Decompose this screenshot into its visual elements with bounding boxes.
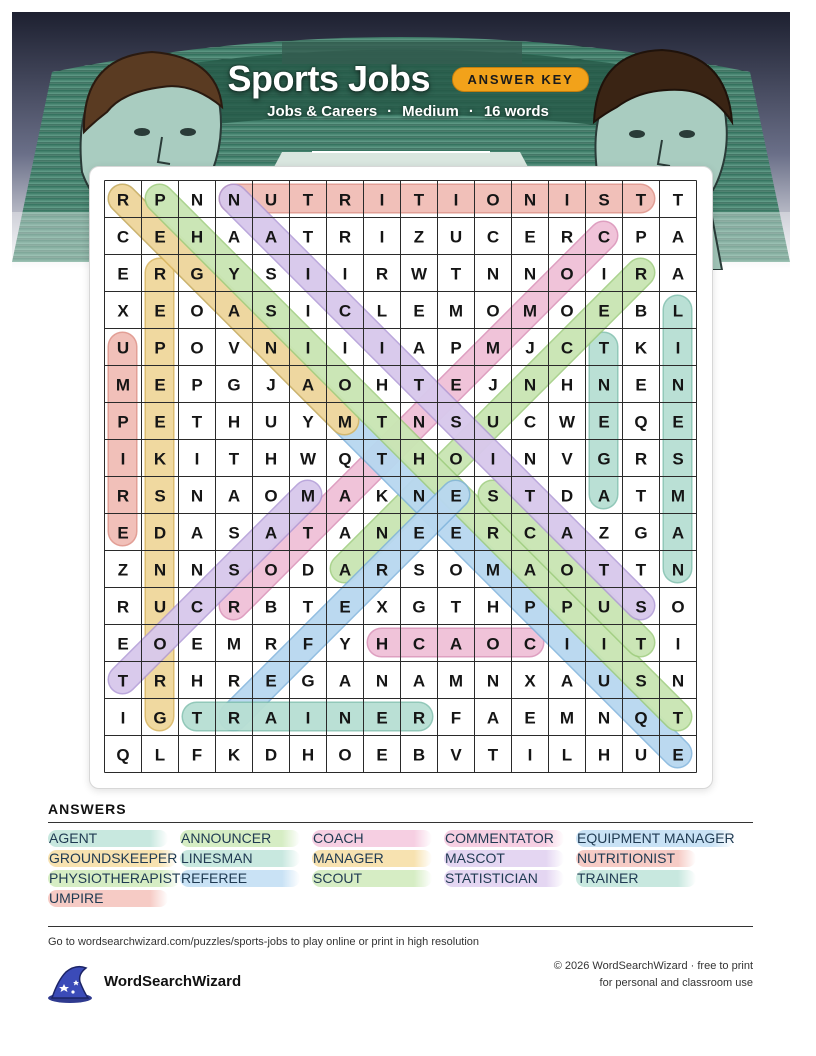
grid-cell-letter[interactable]: E	[450, 486, 462, 506]
grid-cell-letter[interactable]: G	[301, 671, 315, 691]
grid-cell-letter[interactable]: T	[635, 634, 647, 654]
footer-link[interactable]: Go to wordsearchwizard.com/puzzles/sports-jobs to play online or print in high resolution	[48, 936, 480, 948]
grid-cell-letter[interactable]: R	[227, 597, 241, 617]
grid-cell-letter[interactable]: N	[153, 560, 167, 580]
grid-cell-letter[interactable]: P	[154, 338, 166, 358]
grid-cell-letter[interactable]: J	[488, 375, 498, 395]
grid-cell-letter[interactable]: E	[154, 412, 166, 432]
grid-cell-letter[interactable]: A	[671, 264, 685, 284]
grid-cell-letter[interactable]: C	[597, 227, 611, 247]
grid-cell-letter[interactable]: E	[413, 523, 425, 543]
grid-cell-letter[interactable]: G	[227, 375, 241, 395]
grid-cell-letter[interactable]: T	[635, 486, 647, 506]
grid-cell-letter[interactable]: U	[264, 412, 278, 432]
grid-cell-letter[interactable]: D	[153, 523, 167, 543]
grid-cell-letter[interactable]: L	[376, 301, 388, 321]
grid-cell-letter[interactable]: N	[264, 338, 278, 358]
grid-cell-letter[interactable]: Z	[598, 523, 610, 543]
grid-cell-letter[interactable]: S	[413, 560, 425, 580]
grid-cell-letter[interactable]: K	[153, 449, 167, 469]
grid-cell-letter[interactable]: F	[450, 708, 462, 728]
grid-cell-letter[interactable]: H	[375, 634, 389, 654]
grid-cell-letter[interactable]: S	[228, 560, 240, 580]
word-search-grid	[104, 180, 698, 774]
grid-cell-letter[interactable]: Y	[339, 634, 351, 654]
grid-cell-letter[interactable]: N	[597, 375, 611, 395]
grid-cell-letter[interactable]: E	[191, 634, 203, 654]
grid-cell-letter[interactable]: A	[338, 671, 352, 691]
grid-cell-letter[interactable]: X	[376, 597, 388, 617]
grid-cell-letter[interactable]: M	[448, 301, 464, 321]
grid-cell-letter[interactable]: T	[228, 449, 240, 469]
grid-cell-letter[interactable]: C	[523, 412, 537, 432]
grid-cell-letter[interactable]: A	[412, 671, 426, 691]
grid-cell-letter[interactable]: S	[228, 523, 240, 543]
grid-cell-letter[interactable]: Z	[117, 560, 129, 580]
difficulty-label: Medium	[402, 103, 459, 120]
grid-cell-letter[interactable]: I	[527, 745, 533, 765]
grid-cell-letter[interactable]: T	[302, 227, 314, 247]
grid-cell-letter[interactable]: M	[670, 486, 686, 506]
grid-cell-letter[interactable]: U	[153, 597, 167, 617]
grid-cell-letter[interactable]: S	[598, 190, 610, 210]
copyright: © 2026 WordSearchWizard · free to print for personal and classroom use	[553, 960, 753, 989]
grid-cell-letter[interactable]: M	[559, 708, 575, 728]
grid-cell-letter[interactable]: C	[523, 523, 537, 543]
grid-cell-letter[interactable]: T	[413, 190, 425, 210]
grid-cell-letter[interactable]: H	[597, 745, 611, 765]
grid-cell-letter[interactable]: V	[228, 338, 240, 358]
grid-cell-letter[interactable]: Q	[634, 412, 648, 432]
grid-cell-letter[interactable]: H	[227, 412, 241, 432]
grid-cell-letter[interactable]: A	[486, 708, 500, 728]
grid-cell-letter[interactable]: G	[412, 597, 426, 617]
grid-cell-letter[interactable]: U	[449, 227, 463, 247]
grid-cell-letter[interactable]: Y	[228, 264, 240, 284]
title-row	[0, 58, 816, 100]
grid-cell-letter[interactable]: G	[634, 523, 648, 543]
grid-cell-letter[interactable]: H	[264, 449, 278, 469]
answer-key-badge: ANSWER KEY	[452, 67, 588, 92]
grid-cell-letter[interactable]: T	[635, 190, 647, 210]
grid-cell-letter[interactable]: N	[671, 560, 685, 580]
grid-cell-letter[interactable]: R	[116, 486, 130, 506]
grid-cell-letter[interactable]: H	[560, 375, 574, 395]
grid-cell-letter[interactable]: E	[154, 227, 166, 247]
grid-cell-letter[interactable]: O	[153, 634, 167, 654]
grid-cell-letter[interactable]: N	[190, 560, 204, 580]
grid-cell-letter[interactable]: I	[120, 449, 126, 469]
divider	[48, 822, 753, 823]
grid-cell-letter[interactable]: A	[264, 708, 278, 728]
grid-cell-letter[interactable]: E	[154, 301, 166, 321]
grid-cell-letter[interactable]: I	[490, 449, 496, 469]
separator-dot: ·	[468, 103, 474, 120]
grid-cell-letter[interactable]: T	[413, 375, 425, 395]
grid-cell-letter[interactable]: A	[671, 523, 685, 543]
word-count-label: 16 words	[483, 103, 549, 120]
grid-cell-letter[interactable]: N	[412, 486, 426, 506]
grid-cell-letter[interactable]: D	[264, 745, 278, 765]
answer-word: ANNOUNCER	[180, 830, 300, 847]
grid-cell-letter[interactable]: A	[523, 560, 537, 580]
grid-cell-letter[interactable]: I	[379, 190, 385, 210]
grid-cell-letter[interactable]: Q	[634, 708, 648, 728]
answer-word: REFEREE	[180, 870, 300, 887]
grid-cell-letter[interactable]: S	[672, 449, 684, 469]
grid-cell-letter[interactable]: A	[264, 227, 278, 247]
grid-cell-letter[interactable]: T	[487, 745, 499, 765]
grid-cell-letter[interactable]: M	[485, 560, 501, 580]
grid-cell-letter[interactable]: R	[227, 708, 241, 728]
grid-cell-letter[interactable]: O	[486, 190, 500, 210]
grid-cell-letter[interactable]: C	[560, 338, 574, 358]
grid-cell-letter[interactable]: O	[264, 560, 278, 580]
grid-cell-letter[interactable]: T	[376, 412, 388, 432]
grid-cell-letter[interactable]: G	[153, 708, 167, 728]
grid-cell-letter[interactable]: I	[194, 449, 200, 469]
grid-cell-letter[interactable]: R	[375, 560, 389, 580]
brand-name: WordSearchWizard	[104, 973, 242, 990]
grid-cell-letter[interactable]: W	[410, 264, 428, 284]
grid-cell-letter[interactable]: H	[190, 671, 204, 691]
grid-cell-letter[interactable]: X	[524, 671, 536, 691]
grid-cell-letter[interactable]: J	[266, 375, 276, 395]
grid-cell-letter[interactable]: I	[453, 190, 459, 210]
grid-cell-letter[interactable]: A	[597, 486, 611, 506]
grid-cell-letter[interactable]: C	[486, 227, 500, 247]
answer-word: SCOUT	[312, 870, 432, 887]
grid-cell-letter[interactable]: E	[339, 597, 351, 617]
grid-cell-letter[interactable]: R	[634, 449, 648, 469]
grid-cell-letter[interactable]: O	[486, 634, 500, 654]
grid-cell-letter[interactable]: R	[486, 523, 500, 543]
grid-cell-letter[interactable]: M	[115, 375, 131, 395]
page-title: Sports Jobs	[227, 58, 430, 99]
grid-cell-letter[interactable]: M	[226, 634, 242, 654]
grid-cell-letter[interactable]: N	[486, 264, 500, 284]
grid-cell-letter[interactable]: M	[522, 301, 538, 321]
grid-cell-letter[interactable]: M	[485, 338, 501, 358]
grid-cell-letter[interactable]: N	[523, 264, 537, 284]
grid-cell-letter[interactable]: Z	[413, 227, 425, 247]
grid-cell-letter[interactable]: S	[635, 671, 647, 691]
grid-cell-letter[interactable]: G	[190, 264, 204, 284]
grid-cell-letter[interactable]: E	[376, 708, 388, 728]
grid-cell-letter[interactable]: R	[227, 671, 241, 691]
grid-cell-letter[interactable]: B	[264, 597, 278, 617]
grid-cell-letter[interactable]: A	[264, 523, 278, 543]
grid-cell-letter[interactable]: C	[523, 634, 537, 654]
grid-cell-letter[interactable]: N	[375, 671, 389, 691]
grid-cell-letter[interactable]: E	[154, 375, 166, 395]
grid-cell-letter[interactable]: T	[450, 597, 462, 617]
answer-word: COACH	[312, 830, 432, 847]
grid-cell-letter[interactable]: R	[634, 264, 648, 284]
grid-cell-letter[interactable]: L	[672, 301, 684, 321]
grid-cell-letter[interactable]: A	[190, 523, 204, 543]
grid-cell-letter[interactable]: P	[450, 338, 462, 358]
grid-cell-letter[interactable]: R	[153, 264, 167, 284]
grid-cell-letter[interactable]: U	[597, 597, 611, 617]
grid-cell-letter[interactable]: N	[523, 375, 537, 395]
grid-cell-letter[interactable]: N	[671, 375, 685, 395]
grid-cell-letter[interactable]: E	[117, 523, 129, 543]
grid-cell-letter[interactable]: Q	[116, 745, 130, 765]
grid-cell-letter[interactable]: S	[154, 486, 166, 506]
grid-cell-letter[interactable]: A	[560, 671, 574, 691]
grid-cell-letter[interactable]: P	[117, 412, 129, 432]
grid-cell-letter[interactable]: E	[376, 745, 388, 765]
grid-cell-letter[interactable]: N	[338, 708, 352, 728]
grid-cell-letter[interactable]: I	[305, 301, 311, 321]
grid-cell-letter[interactable]: O	[560, 560, 574, 580]
grid-cell-letter[interactable]: K	[375, 486, 389, 506]
grid-cell-letter[interactable]: E	[413, 301, 425, 321]
grid-cell-letter[interactable]: E	[117, 634, 129, 654]
grid-cell-letter[interactable]: C	[412, 634, 426, 654]
grid-cell-letter[interactable]: E	[524, 227, 536, 247]
grid-cell-letter[interactable]: E	[524, 708, 536, 728]
grid-cell-letter[interactable]: E	[672, 412, 684, 432]
grid-cell-letter[interactable]: O	[338, 375, 352, 395]
grid-cell-letter[interactable]: S	[265, 264, 277, 284]
grid-cell-letter[interactable]: U	[264, 190, 278, 210]
grid-cell-letter[interactable]: T	[672, 190, 684, 210]
grid-cell-letter[interactable]: A	[449, 634, 463, 654]
grid-cell-letter[interactable]: L	[154, 745, 166, 765]
grid-cell-letter[interactable]: D	[301, 560, 315, 580]
grid-cell-letter[interactable]: V	[561, 449, 573, 469]
grid-cell-letter[interactable]: U	[486, 412, 500, 432]
grid-cell-letter[interactable]: P	[524, 597, 536, 617]
grid-cell-letter[interactable]: H	[301, 745, 315, 765]
grid-cell-letter[interactable]: E	[635, 375, 647, 395]
grid-cell-letter[interactable]: B	[412, 745, 426, 765]
grid-cell-letter[interactable]: O	[486, 301, 500, 321]
grid-cell-letter[interactable]: E	[117, 264, 129, 284]
grid-cell-letter[interactable]: S	[487, 486, 499, 506]
grid-cell-letter[interactable]: W	[558, 412, 576, 432]
grid-cell-letter[interactable]: N	[523, 449, 537, 469]
grid-cell-letter[interactable]: H	[486, 597, 500, 617]
grid-cell-letter[interactable]: O	[449, 449, 463, 469]
answer-word: UMPIRE	[48, 890, 168, 907]
grid-cell-letter[interactable]: E	[450, 375, 462, 395]
grid-cell-letter[interactable]: N	[412, 412, 426, 432]
grid-cell-letter[interactable]: N	[227, 190, 241, 210]
grid-cell-letter[interactable]: I	[379, 227, 385, 247]
grid-cell-letter[interactable]: K	[227, 745, 241, 765]
grid-cell-letter[interactable]: E	[672, 745, 684, 765]
grid-cell-letter[interactable]: A	[671, 227, 685, 247]
grid-cell-letter[interactable]: P	[561, 597, 573, 617]
grid-cell-letter[interactable]: C	[116, 227, 130, 247]
grid-cell-letter[interactable]: P	[191, 375, 203, 395]
answer-word: MASCOT	[444, 850, 564, 867]
answer-word: LINESMAN	[180, 850, 300, 867]
grid-cell-letter[interactable]: N	[597, 708, 611, 728]
grid-cell-letter[interactable]: S	[265, 301, 277, 321]
grid-cell-letter[interactable]: C	[338, 301, 352, 321]
grid-cell-letter[interactable]: I	[601, 634, 607, 654]
grid-cell-letter[interactable]: D	[560, 486, 574, 506]
grid-cell-letter[interactable]: I	[342, 338, 348, 358]
grid-cell-letter[interactable]: O	[190, 338, 204, 358]
divider	[48, 926, 753, 927]
answer-word: STATISTICIAN	[444, 870, 564, 887]
grid-cell-letter[interactable]: Y	[302, 412, 314, 432]
grid-cell-letter[interactable]: X	[117, 301, 129, 321]
grid-cell-letter[interactable]: N	[190, 190, 204, 210]
grid-cell-letter[interactable]: R	[412, 708, 426, 728]
grid-cell-letter[interactable]: Q	[338, 449, 352, 469]
grid-cell-letter[interactable]: R	[560, 227, 574, 247]
grid-cell-letter[interactable]: H	[375, 375, 389, 395]
grid-cell-letter[interactable]: R	[116, 190, 130, 210]
grid-cell-letter[interactable]: K	[634, 338, 648, 358]
grid-cell-letter[interactable]: I	[601, 264, 607, 284]
grid-cell-letter[interactable]: R	[116, 597, 130, 617]
answer-word: COMMENTATOR	[444, 830, 564, 847]
grid-cell-letter[interactable]: T	[672, 708, 684, 728]
grid-cell-letter[interactable]: I	[564, 634, 570, 654]
grid-cell-letter[interactable]: W	[299, 449, 317, 469]
grid-cell-letter[interactable]: R	[153, 671, 167, 691]
grid-cell-letter[interactable]: A	[227, 486, 241, 506]
grid-cell-letter[interactable]: T	[450, 264, 462, 284]
answer-word: GROUNDSKEEPER	[49, 850, 178, 866]
answer-word: EQUIPMENT MANAGER	[577, 830, 735, 846]
grid-cell-letter[interactable]: M	[337, 412, 353, 432]
grid-cell-letter[interactable]: U	[597, 671, 611, 691]
grid-cell-letter[interactable]: T	[191, 412, 203, 432]
grid-cell-letter[interactable]: T	[302, 523, 314, 543]
grid-cell-letter[interactable]: I	[342, 264, 348, 284]
grid-cell-letter[interactable]: R	[338, 227, 352, 247]
subtitle	[0, 103, 816, 120]
answer-word: TRAINER	[576, 870, 696, 887]
grid-cell-letter[interactable]: A	[227, 227, 241, 247]
grid-cell-letter[interactable]: T	[598, 338, 610, 358]
grid-cell-letter[interactable]: I	[120, 708, 126, 728]
grid-cell-letter[interactable]: T	[191, 708, 203, 728]
grid-cell-letter[interactable]: M	[448, 671, 464, 691]
answer-word: PHYSIOTHERAPIST	[49, 870, 181, 886]
grid-cell-letter[interactable]: N	[375, 523, 389, 543]
grid-cell-letter[interactable]: I	[305, 264, 311, 284]
grid-cell-letter[interactable]: F	[302, 634, 314, 654]
grid-cell-letter[interactable]: O	[190, 301, 204, 321]
grid-cell-letter[interactable]: R	[264, 634, 278, 654]
grid-cell-letter[interactable]: E	[598, 412, 610, 432]
grid-cell-letter[interactable]: T	[635, 560, 647, 580]
grid-cell-letter[interactable]: P	[154, 190, 166, 210]
grid-cell-letter[interactable]: A	[338, 523, 352, 543]
grid-cell-letter[interactable]: L	[561, 745, 573, 765]
grid-cell-letter[interactable]: O	[338, 745, 352, 765]
answers-heading: ANSWERS	[48, 801, 127, 817]
grid-cell-letter[interactable]: G	[597, 449, 611, 469]
grid-cell-letter[interactable]: A	[338, 560, 352, 580]
grid-cell-letter[interactable]: N	[671, 671, 685, 691]
separator-dot: ·	[387, 103, 393, 120]
grid-cell-letter[interactable]: U	[634, 745, 648, 765]
grid-cell-letter[interactable]: O	[264, 486, 278, 506]
grid-cell-letter[interactable]: S	[635, 597, 647, 617]
grid-cell-letter[interactable]: P	[635, 227, 647, 247]
grid-cell-letter[interactable]: H	[190, 227, 204, 247]
grid-cell-letter[interactable]: N	[486, 671, 500, 691]
grid-cell-letter[interactable]: E	[265, 671, 277, 691]
grid-cell-letter[interactable]: I	[305, 338, 311, 358]
answer-word: AGENT	[48, 830, 168, 847]
grid-cell-letter[interactable]: A	[301, 375, 315, 395]
grid-cell-letter[interactable]: S	[450, 412, 462, 432]
grid-cell-letter[interactable]: A	[338, 486, 352, 506]
grid-cell-letter[interactable]: E	[598, 301, 610, 321]
grid-cell-letter[interactable]: A	[560, 523, 574, 543]
grid-cell-letter[interactable]: T	[302, 190, 314, 210]
grid-cell-letter[interactable]: H	[412, 449, 426, 469]
grid-cell-letter[interactable]: T	[302, 597, 314, 617]
answer-word: MANAGER	[312, 850, 432, 867]
grid-cell-letter[interactable]: F	[191, 745, 203, 765]
grid-cell-letter[interactable]: I	[379, 338, 385, 358]
grid-cell-letter[interactable]: J	[525, 338, 535, 358]
grid-cell-letter[interactable]: O	[560, 264, 574, 284]
grid-cell-letter[interactable]: I	[305, 708, 311, 728]
grid-cell-letter[interactable]: A	[227, 301, 241, 321]
grid-cell-letter[interactable]: R	[375, 264, 389, 284]
grid-cell-letter[interactable]: A	[412, 338, 426, 358]
grid-cell-letter[interactable]: N	[523, 190, 537, 210]
grid-cell-letter[interactable]: O	[671, 597, 685, 617]
grid-cell-letter[interactable]: T	[598, 560, 610, 580]
grid-cell-letter[interactable]: V	[450, 745, 462, 765]
grid-cell-letter[interactable]: U	[116, 338, 130, 358]
grid-cell-letter[interactable]: B	[634, 301, 648, 321]
grid-cell-letter[interactable]: T	[524, 486, 536, 506]
answer-word: NUTRITIONIST	[576, 850, 696, 867]
grid-cell-letter[interactable]: I	[675, 634, 681, 654]
category-label: Jobs & Careers	[267, 103, 378, 120]
grid-cell-letter[interactable]: I	[675, 338, 681, 358]
grid-cell-letter[interactable]: C	[190, 597, 204, 617]
grid-cell-letter[interactable]: N	[190, 486, 204, 506]
grid-cell-letter[interactable]: M	[300, 486, 316, 506]
grid-cell-letter[interactable]: O	[560, 301, 574, 321]
wizard-hat-icon	[46, 962, 94, 1004]
grid-cell-letter[interactable]: O	[449, 560, 463, 580]
grid-cell-letter[interactable]: R	[338, 190, 352, 210]
grid-cell-letter[interactable]: T	[376, 449, 388, 469]
grid-cell-letter[interactable]: E	[450, 523, 462, 543]
grid-cell-letter[interactable]: I	[564, 190, 570, 210]
grid-cell-letter[interactable]: T	[117, 671, 129, 691]
